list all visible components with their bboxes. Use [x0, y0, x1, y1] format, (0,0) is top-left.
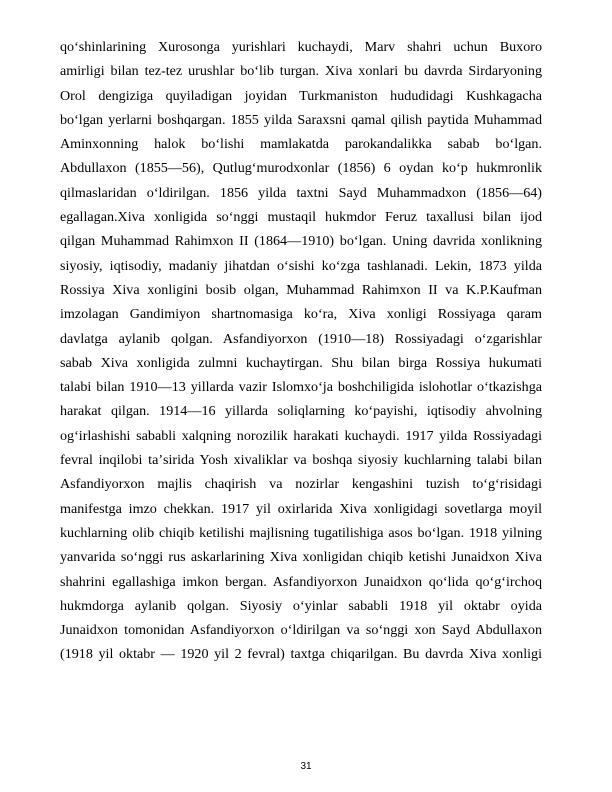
text-line: Rossiya Xiva xonligini bosib olgan, Muhammad Rahimxon II va K.P.Kaufman	[60, 281, 542, 298]
text-line: (1918 yil oktabr — 1920 yil 2 fevral) taxtga chiqarilgan. Bu davrda Xiva xonligi	[60, 646, 542, 663]
text-line: harakat qilgan. 1914—16 yillarda soliqlarning koʻpayishi, iqtisodiy ahvolning	[60, 403, 542, 420]
text-line: manifestga imzo chekkan. 1917 yil oxirlarida Xiva xonligidagi sovetlarga moyil	[60, 500, 542, 517]
text-line: boʻlgan yerlarni boshqargan. 1855 yilda Saraxsni qamal qilish paytida Muhammad	[60, 111, 542, 128]
text-line: shahrini egallashiga imkon bergan. Asfandiyorxon Junaidxon qoʻlida qoʻgʻirchoq	[60, 573, 542, 590]
text-line: Asfandiyorxon majlis chaqirish va nozirlar kengashini tuzish toʻgʻrisidagi	[60, 476, 542, 493]
body-text	[60, 35, 542, 667]
text-line: Aminxonning halok boʻlishi mamlakatda parokandalikka sabab boʻlgan.	[60, 136, 542, 153]
text-line: siyosiy, iqtisodiy, madaniy jihatdan oʻsishi koʻzga tashlanadi. Lekin, 1873 yilda	[60, 257, 542, 274]
text-line: davlatga aylanib qolgan. Asfandiyorxon (1910—18) Rossiyadagi oʻzgarishlar	[60, 330, 542, 347]
text-line: qilmaslaridan oʻldirilgan. 1856 yilda taxtni Sayd Muhammadxon (1856—64)	[60, 184, 542, 201]
text-line: Abdullaxon (1855—56), Qutlugʻmurodxonlar (1856) 6 oydan koʻp hukmronlik	[60, 160, 542, 177]
text-line: ogʻirlashishi sababli xalqning norozilik harakati kuchaydi. 1917 yilda Rossiyadagi	[60, 427, 542, 444]
text-line: Junaidxon tomonidan Asfandiyorxon oʻldirilgan va soʻnggi xon Sayd Abdullaxon	[60, 622, 542, 639]
text-line: fevral inqilobi taʼsirida Yosh xivaliklar va boshqa siyosiy kuchlarning talabi bilan	[60, 452, 542, 469]
text-line: imzolagan Gandimiyon shartnomasiga koʻra, Xiva xonligi Rossiyaga qaram	[60, 306, 542, 323]
text-line: Orol dengiziga quyiladigan joyidan Turkmaniston hududidagi Kushkagacha	[60, 87, 542, 104]
text-line: qoʻshinlarining Xurosonga yurishlari kuchaydi, Marv shahri uchun Buxoro	[60, 39, 542, 55]
text-line: talabi bilan 1910—13 yillarda vazir Islomxoʻja boshchiligida islohotlar oʻtkazishga	[60, 379, 542, 396]
text-line: amirligi bilan tez-tez urushlar boʻlib turgan. Xiva xonlari bu davrda Sirdaryoning	[60, 63, 542, 80]
text-line: sabab Xiva xonligida zulmni kuchaytirgan. Shu bilan birga Rossiya hukumati	[60, 354, 542, 371]
text-line: hukmdorga aylanib qolgan. Siyosiy oʻyinlar sababli 1918 yil oktabr oyida	[60, 597, 542, 614]
text-line: qilgan Muhammad Rahimxon II (1864—1910) boʻlgan. Uning davrida xonlikning	[60, 233, 542, 250]
page-number: 31	[300, 761, 312, 772]
text-line: yanvarida soʻnggi rus askarlarining Xiva xonligidan chiqib ketishi Junaidxon Xiva	[60, 549, 542, 566]
text-line: kuchlarning olib chiqib ketilishi majlisning tugatilishiga asos boʻlgan. 1918 yilning	[60, 524, 542, 541]
text-line: egallagan.Xiva xonligida soʻnggi mustaqil hukmdor Feruz taxallusi bilan ijod	[60, 209, 542, 226]
